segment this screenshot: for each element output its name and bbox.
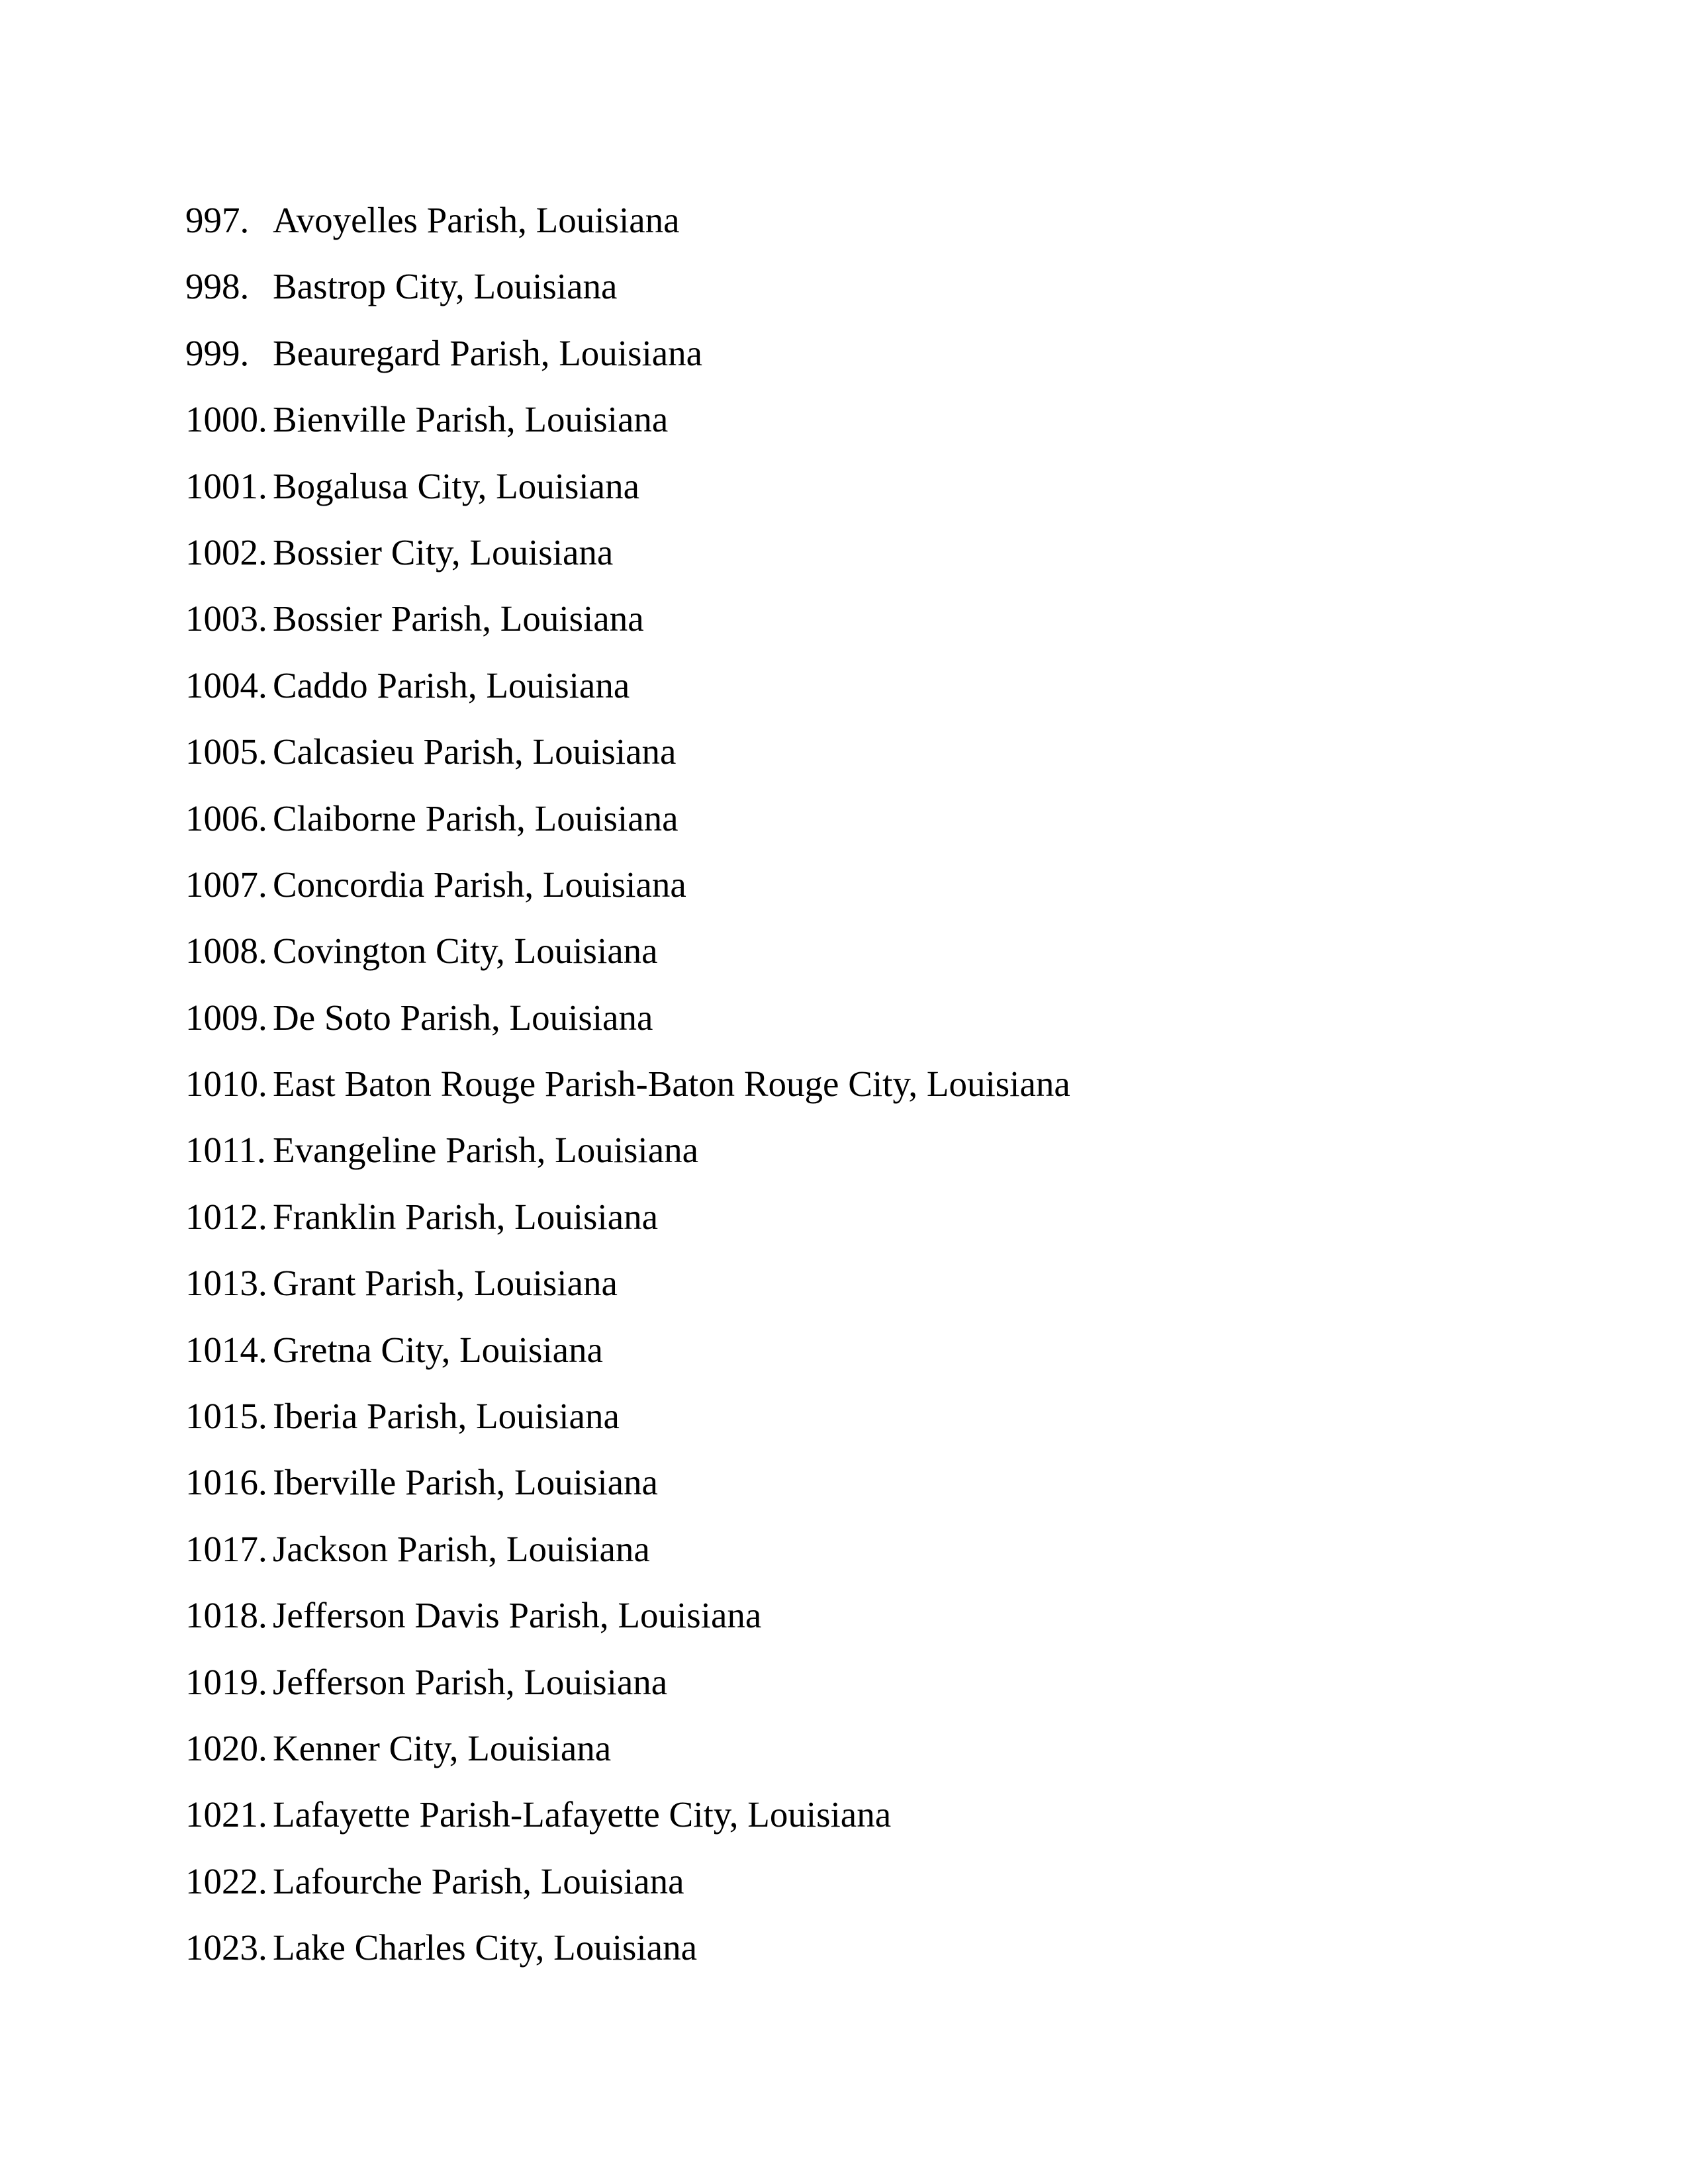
item-text: Jefferson Davis Parish, Louisiana (273, 1595, 762, 1636)
item-text: Covington City, Louisiana (273, 931, 658, 972)
item-number: 1011. (185, 1130, 266, 1171)
item-text: Bossier Parish, Louisiana (273, 598, 644, 639)
item-text: De Soto Parish, Louisiana (273, 997, 653, 1038)
list-item (185, 1589, 1070, 1655)
item-number: 1015. (185, 1396, 267, 1437)
item-text: Concordia Parish, Louisiana (273, 864, 686, 905)
item-number: 1004. (185, 664, 267, 705)
item-text: Iberia Parish, Louisiana (273, 1396, 620, 1437)
list-item (185, 327, 1070, 393)
list-item (185, 792, 1070, 858)
list-item (185, 1523, 1070, 1589)
item-number: 1006. (185, 797, 267, 839)
item-number: 1014. (185, 1329, 267, 1370)
item-text: Bogalusa City, Louisiana (273, 465, 640, 506)
item-number: 1005. (185, 731, 267, 772)
item-number: 1018. (185, 1595, 267, 1636)
item-text: Grant Parish, Louisiana (273, 1263, 618, 1304)
list-item (185, 1456, 1070, 1522)
item-number: 1009. (185, 997, 267, 1038)
item-number: 1010. (185, 1064, 267, 1105)
list-item (185, 1788, 1070, 1854)
item-number: 1000. (185, 399, 267, 440)
list-item (185, 858, 1070, 925)
list-item (185, 1921, 1070, 1987)
item-text: Beauregard Parish, Louisiana (273, 332, 703, 373)
item-number: 1021. (185, 1794, 267, 1835)
list-item (185, 1124, 1070, 1190)
item-text: Kenner City, Louisiana (273, 1727, 612, 1768)
item-text: East Baton Rouge Parish-Baton Rouge City, Louisiana (273, 1064, 1070, 1105)
item-text: Lafourche Parish, Louisiana (273, 1860, 684, 1901)
item-text: Bienville Parish, Louisiana (273, 399, 669, 440)
list-item (185, 659, 1070, 725)
list-item (185, 393, 1070, 459)
item-number: 997. (185, 200, 250, 240)
item-number: 998. (185, 266, 250, 307)
item-number: 1017. (185, 1528, 267, 1569)
item-number: 1019. (185, 1661, 267, 1702)
list-item (185, 526, 1070, 592)
list-item (185, 1324, 1070, 1390)
list-item (185, 194, 1070, 260)
item-number: 1023. (185, 1927, 267, 1968)
jurisdiction-list (185, 194, 1070, 1988)
item-number: 1016. (185, 1462, 267, 1503)
item-text: Caddo Parish, Louisiana (273, 664, 630, 705)
item-number: 1008. (185, 931, 267, 972)
item-text: Claiborne Parish, Louisiana (273, 797, 679, 839)
list-item (185, 725, 1070, 792)
item-text: Jackson Parish, Louisiana (273, 1528, 650, 1569)
item-number: 1001. (185, 465, 267, 506)
item-number: 1002. (185, 531, 267, 572)
list-item (185, 1656, 1070, 1722)
item-text: Calcasieu Parish, Louisiana (273, 731, 677, 772)
list-item (185, 1257, 1070, 1323)
list-item (185, 1058, 1070, 1124)
list-item (185, 1390, 1070, 1456)
list-item (185, 1191, 1070, 1257)
list-item (185, 991, 1070, 1058)
list-item (185, 460, 1070, 526)
item-text: Iberville Parish, Louisiana (273, 1462, 658, 1503)
item-text: Bossier City, Louisiana (273, 531, 614, 572)
item-number: 1022. (185, 1860, 267, 1901)
list-item (185, 1722, 1070, 1788)
item-number: 1013. (185, 1263, 267, 1304)
item-number: 1003. (185, 598, 267, 639)
item-text: Bastrop City, Louisiana (273, 266, 618, 307)
item-text: Jefferson Parish, Louisiana (273, 1661, 668, 1702)
list-item (185, 592, 1070, 659)
item-text: Franklin Parish, Louisiana (273, 1196, 659, 1237)
item-number: 999. (185, 332, 250, 373)
item-text: Avoyelles Parish, Louisiana (273, 200, 680, 240)
list-item (185, 925, 1070, 991)
item-number: 1020. (185, 1727, 267, 1768)
item-number: 1007. (185, 864, 267, 905)
item-text: Evangeline Parish, Louisiana (273, 1130, 699, 1171)
item-text: Lake Charles City, Louisiana (273, 1927, 697, 1968)
item-text: Lafayette Parish-Lafayette City, Louisiana (273, 1794, 892, 1835)
list-item (185, 1855, 1070, 1921)
item-text: Gretna City, Louisiana (273, 1329, 603, 1370)
item-number: 1012. (185, 1196, 267, 1237)
list-item (185, 260, 1070, 326)
